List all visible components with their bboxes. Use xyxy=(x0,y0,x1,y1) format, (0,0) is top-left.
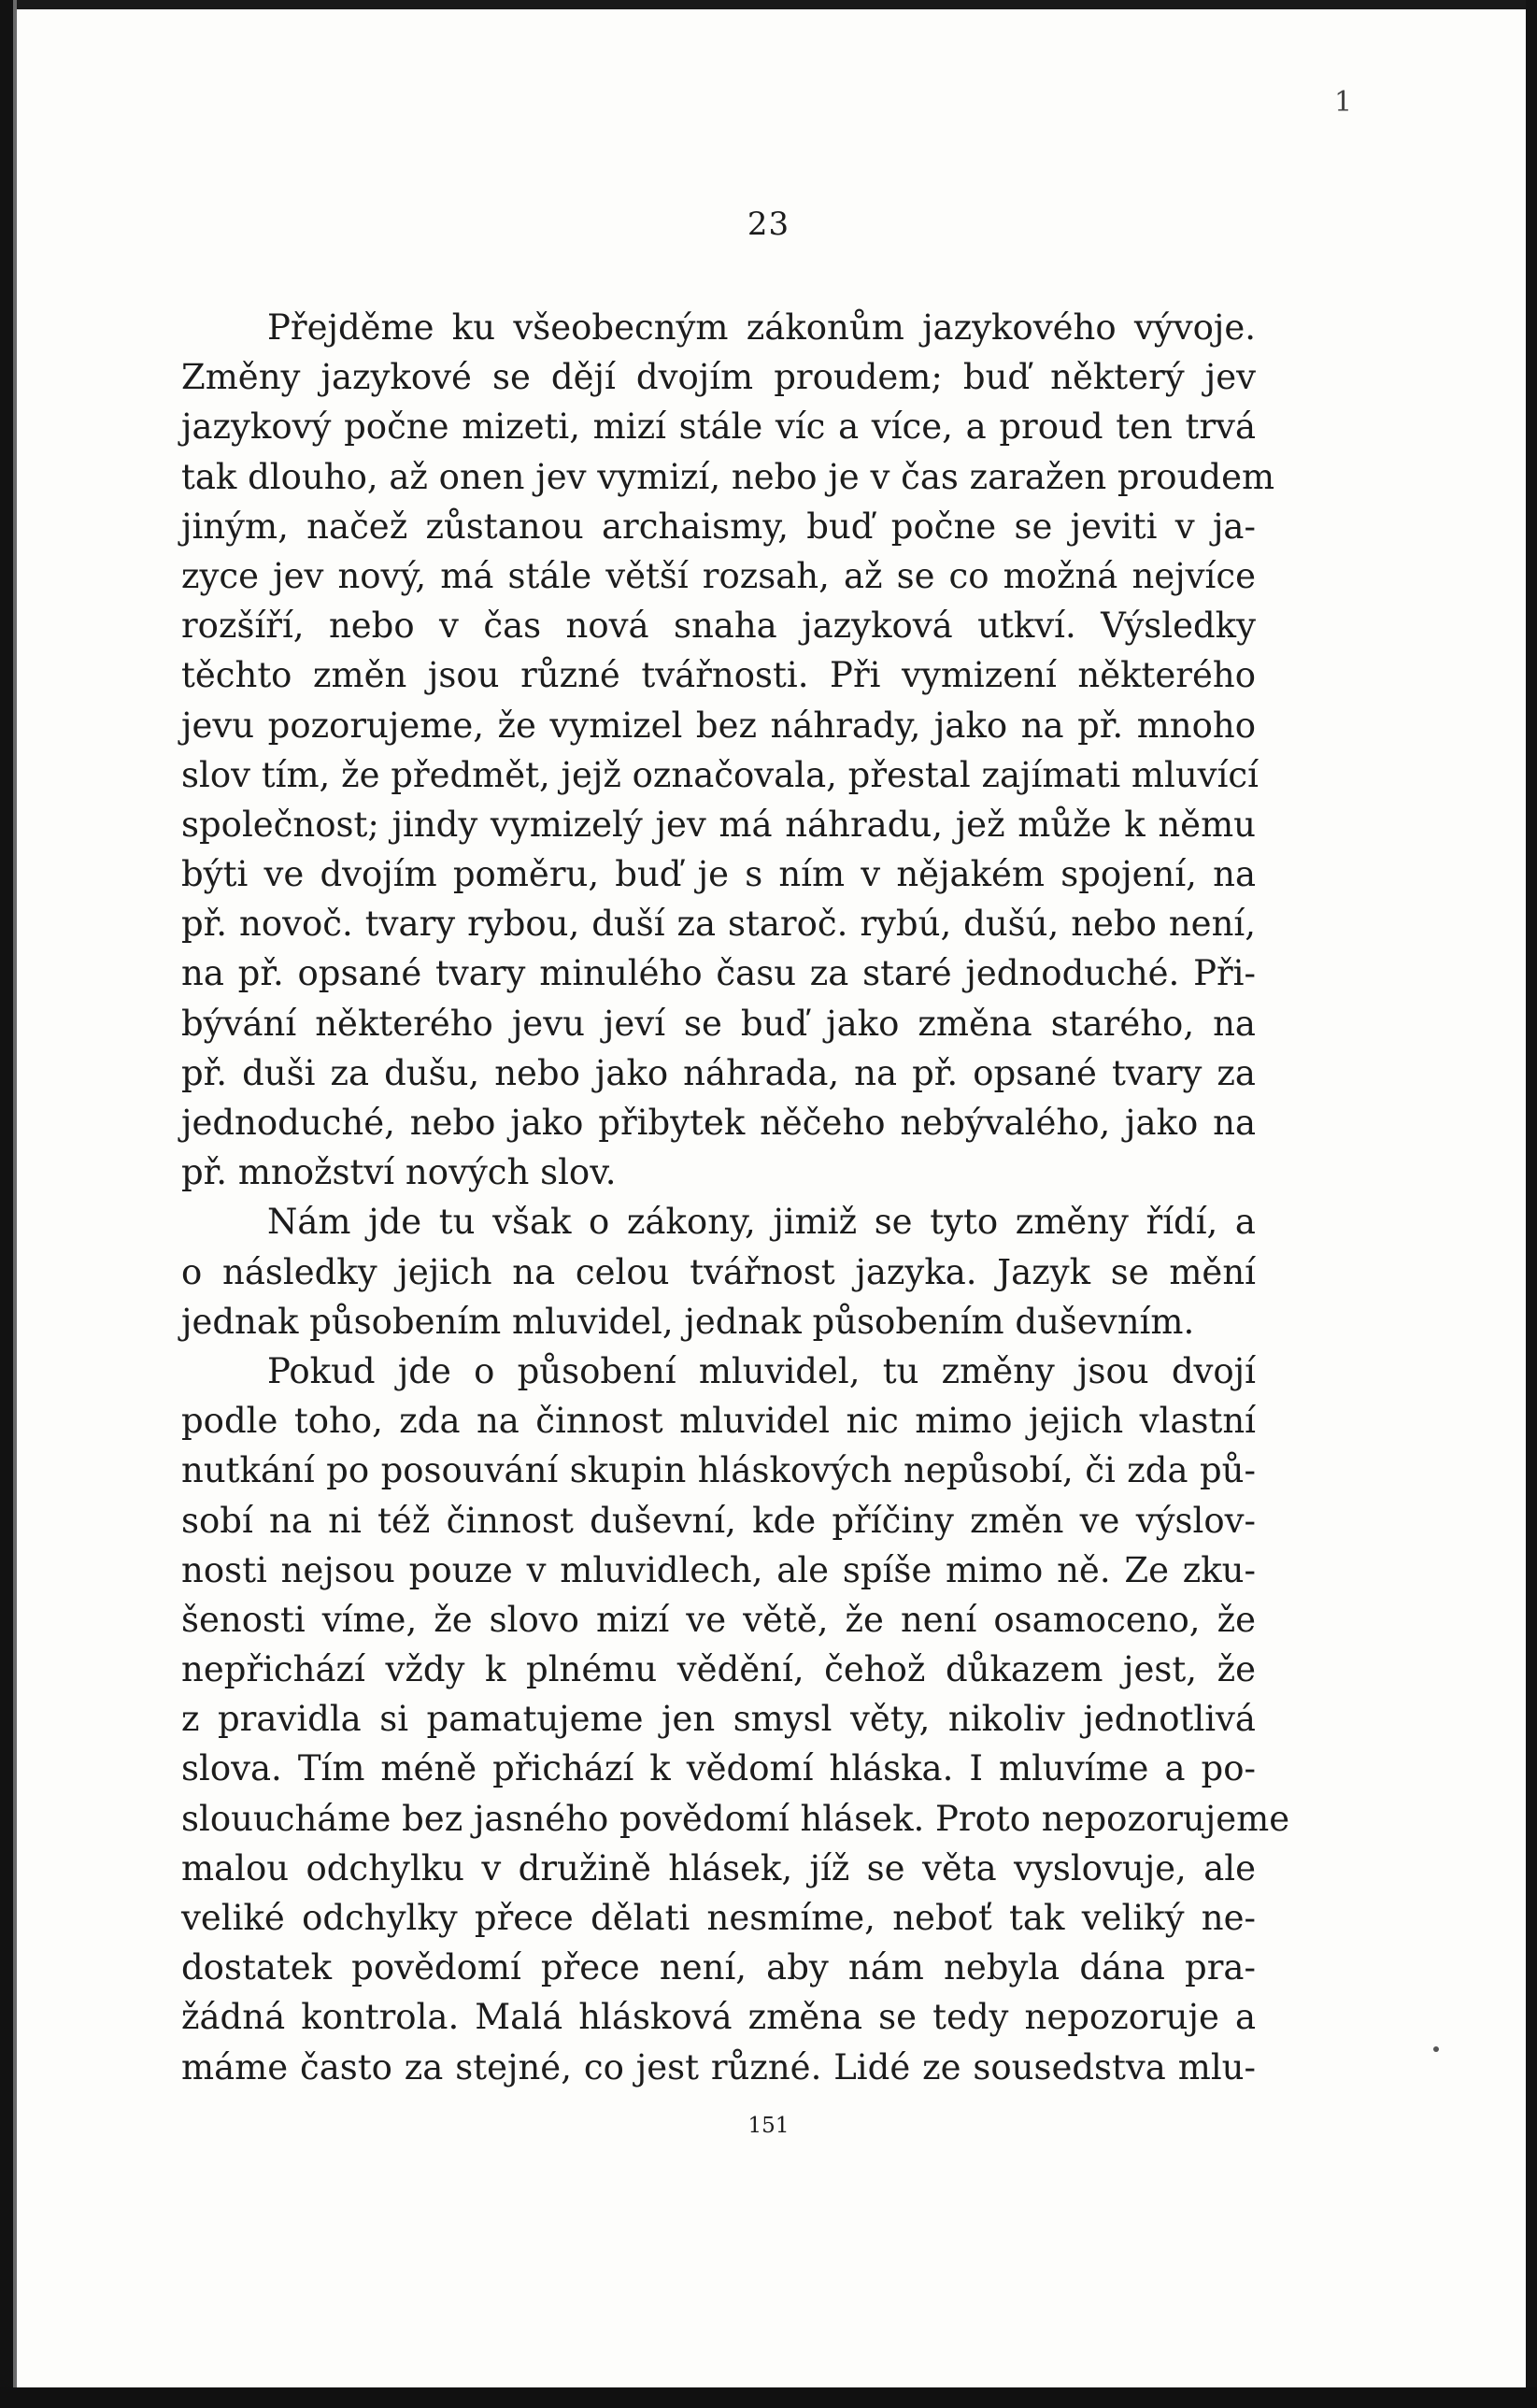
text-line: dostatek povědomí přece není, aby nám nebyla dána pra- xyxy=(181,1947,1256,1988)
scan-edge-right xyxy=(1526,0,1537,2408)
text-line: zyce jev nový, má stále větší rozsah, až se co možná nejvíce xyxy=(181,555,1256,596)
text-line: na př. opsané tvary minulého času za staré jednoduché. Při- xyxy=(181,953,1256,994)
text-line: Přejděme ku všeobecným zákonům jazykového vývoje. xyxy=(267,307,1256,348)
text-line: slouucháme bez jasného povědomí hlásek. Proto nepozorujeme xyxy=(181,1798,1290,1839)
text-line: př. množství nových slov. xyxy=(181,1152,617,1193)
text-line: malou odchylku v družině hlásek, jíž se věta vyslovuje, ale xyxy=(181,1847,1256,1888)
scan-edge-left xyxy=(0,0,13,2408)
scan-edge-left-shadow xyxy=(13,0,17,2408)
printer-signature: 151 xyxy=(747,2114,790,2138)
text-line: nutkání po posouvání skupin hláskových nepůsobí, či zda pů- xyxy=(181,1450,1256,1491)
text-line: o následky jejich na celou tvářnost jazyka. Jazyk se mění xyxy=(181,1251,1256,1292)
text-line: Změny jazykové se dějí dvojím proudem; buď některý jev xyxy=(181,357,1256,398)
margin-speck xyxy=(1433,2046,1439,2052)
text-line: podle toho, zda na činnost mluvidel nic mimo jejich vlastní xyxy=(181,1401,1256,1442)
corner-pencil-mark: 1 xyxy=(1334,86,1353,119)
text-line: nosti nejsou pouze v mluvidlech, ale spíše mimo ně. Ze zku- xyxy=(181,1549,1256,1590)
text-line: tak dlouho, až onen jev vymizí, nebo je v čas zaražen proudem xyxy=(181,456,1275,497)
text-line: jevu pozorujeme, že vymizel bez náhrady, jako na př. mnoho xyxy=(181,705,1256,746)
text-line: slov tím, že předmět, jejž označovala, přestal zajímati mluvící xyxy=(181,754,1259,795)
text-line: bývání některého jevu jeví se buď jako změna starého, na xyxy=(181,1003,1256,1044)
text-line: máme často za stejné, co jest různé. Lidé ze sousedstva mlu- xyxy=(181,2046,1256,2087)
text-line: veliké odchylky přece dělati nesmíme, neboť tak veliký ne- xyxy=(181,1898,1256,1938)
text-line: z pravidla si pamatujeme jen smysl věty, nikoliv jednotlivá xyxy=(181,1699,1256,1740)
page-number: 23 xyxy=(747,206,790,243)
text-line: býti ve dvojím poměru, buď je s ním v nějakém spojení, na xyxy=(181,854,1256,895)
body-text xyxy=(181,303,1290,2092)
text-line: šenosti víme, že slovo mizí ve větě, že není osamoceno, že xyxy=(181,1599,1256,1640)
scan-edge-bottom xyxy=(0,2387,1537,2408)
text-line: rozšíří, nebo v čas nová snaha jazyková utkví. Výsledky xyxy=(181,606,1256,647)
text-line: př. duši za dušu, nebo jako náhrada, na př. opsané tvary za xyxy=(181,1052,1256,1093)
text-line: jiným, načež zůstanou archaismy, buď počne se jeviti v ja- xyxy=(181,506,1256,547)
text-line: nepřichází vždy k plnému vědění, čehož důkazem jest, že xyxy=(181,1649,1256,1690)
text-line: jazykový počne mizeti, mizí stále víc a více, a proud ten trvá xyxy=(181,406,1256,448)
text-line: společnost; jindy vymizelý jev má náhradu, jež může k němu xyxy=(181,804,1256,845)
text-line: slova. Tím méně přichází k vědomí hláska. I mluvíme a po- xyxy=(181,1748,1256,1789)
text-line: žádná kontrola. Malá hlásková změna se tedy nepozoruje a xyxy=(181,1997,1256,2038)
text-line: jednak působením mluvidel, jednak působením duševním. xyxy=(181,1301,1195,1342)
text-line: jednoduché, nebo jako přibytek něčeho nebývalého, jako na xyxy=(181,1103,1256,1143)
text-line: těchto změn jsou různé tvářnosti. Při vymizení některého xyxy=(181,655,1256,696)
text-line: Pokud jde o působení mluvidel, tu změny jsou dvojí xyxy=(267,1350,1256,1391)
text-line: př. novoč. tvary rybou, duší za staroč. rybú, dušú, nebo není, xyxy=(181,904,1256,945)
text-line: sobí na ni též činnost duševní, kde příčiny změn ve výslov- xyxy=(181,1500,1256,1541)
text-line: Nám jde tu však o zákony, jimiž se tyto změny řídí, a xyxy=(267,1202,1256,1243)
scan-edge-top xyxy=(0,0,1537,9)
